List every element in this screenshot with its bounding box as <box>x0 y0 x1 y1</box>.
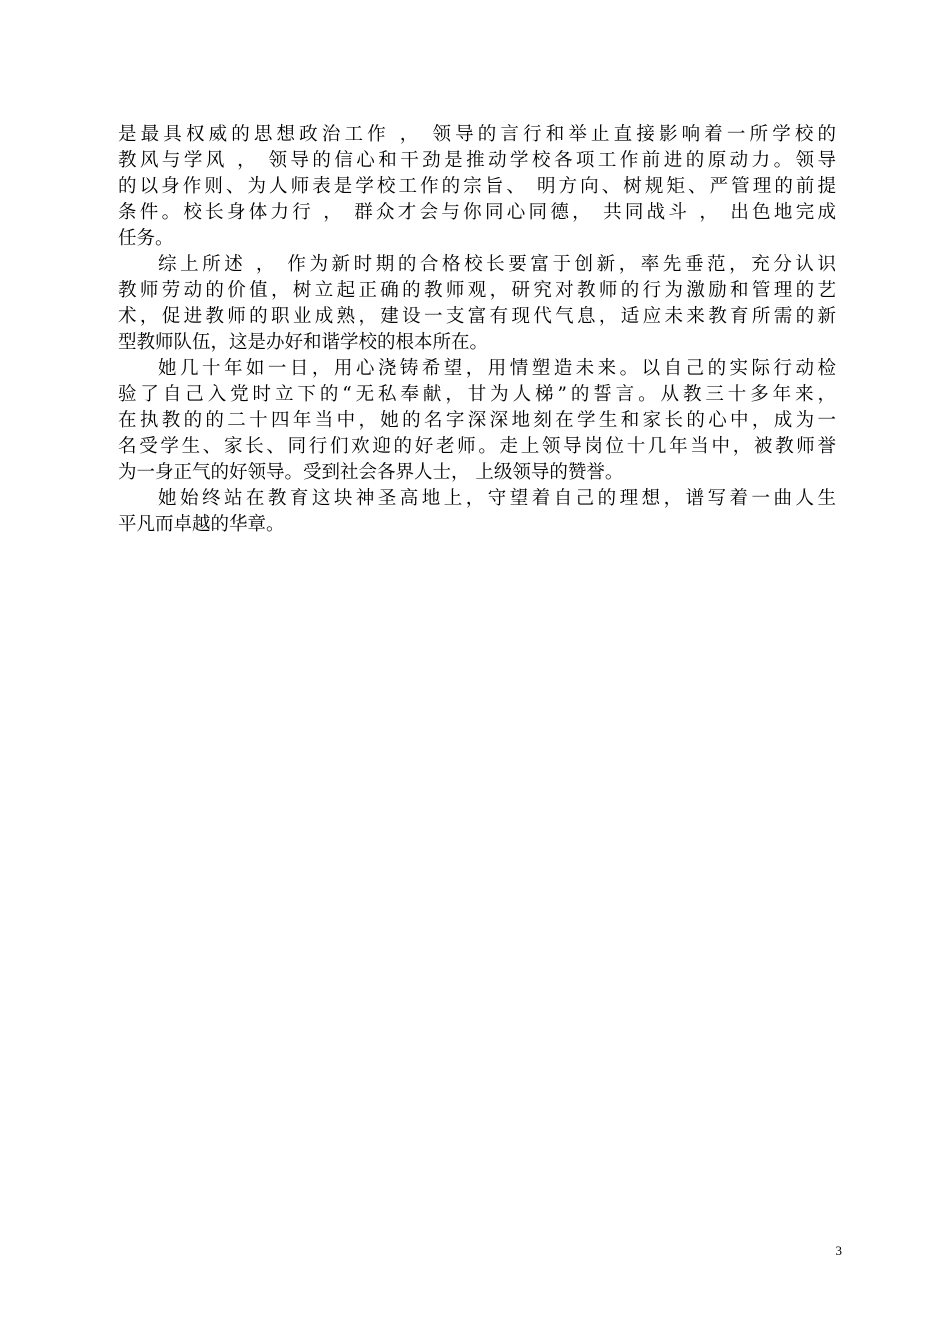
text-line: 她几十年如一日，用心浇铸希望，用情塑造未来。以自己的实际行动检 <box>158 358 836 379</box>
text-line: 是最具权威的思想政治工作 ， 领导的言行和举止直接影响着一所学校的 <box>118 124 836 145</box>
text-line: 名受学生、家长、同行们欢迎的好老师。走上领导岗位十几年当中，被教师誉 <box>118 436 836 457</box>
paragraph <box>118 122 836 252</box>
paragraph <box>118 486 836 538</box>
text-line: 教风与学风 ， 领导的信心和干劲是推动学校各项工作前进的原动力。领导 <box>118 150 836 171</box>
paragraph <box>118 356 836 486</box>
text-line: 条件。校长身体力行 ， 群众才会与你同心同德， 共同战斗 ， 出色地完成 <box>118 202 836 223</box>
text-line: 教师劳动的价值，树立起正确的教师观，研究对教师的行为激励和管理的艺 <box>118 280 836 301</box>
text-line: 综上所述 ， 作为新时期的合格校长要富于创新，率先垂范，充分认识 <box>158 254 836 275</box>
body-text <box>118 122 836 538</box>
text-line: 在执教的的二十四年当中，她的名字深深地刻在学生和家长的心中，成为一 <box>118 410 836 431</box>
page-number: 3 <box>835 1243 842 1258</box>
text-line: 任务。 <box>118 228 174 249</box>
text-line: 验了自己入党时立下的“无私奉献，甘为人梯”的誓言。从教三十多年来， <box>118 384 836 405</box>
text-line: 型教师队伍，这是办好和谐学校的根本所在。 <box>118 332 489 353</box>
paragraph <box>118 252 836 356</box>
text-line: 为一身正气的好领导。受到社会各界人士， 上级领导的赞誉。 <box>118 462 624 483</box>
text-line: 平凡而卓越的华章。 <box>118 514 285 535</box>
text-line: 的以身作则、为人师表是学校工作的宗旨、 明方向、树规矩、严管理的前提 <box>118 176 836 197</box>
text-line: 术，促进教师的职业成熟，建设一支富有现代气息，适应未来教育所需的新 <box>118 306 836 327</box>
text-line: 她始终站在教育这块神圣高地上，守望着自己的理想，谱写着一曲人生 <box>158 488 836 509</box>
